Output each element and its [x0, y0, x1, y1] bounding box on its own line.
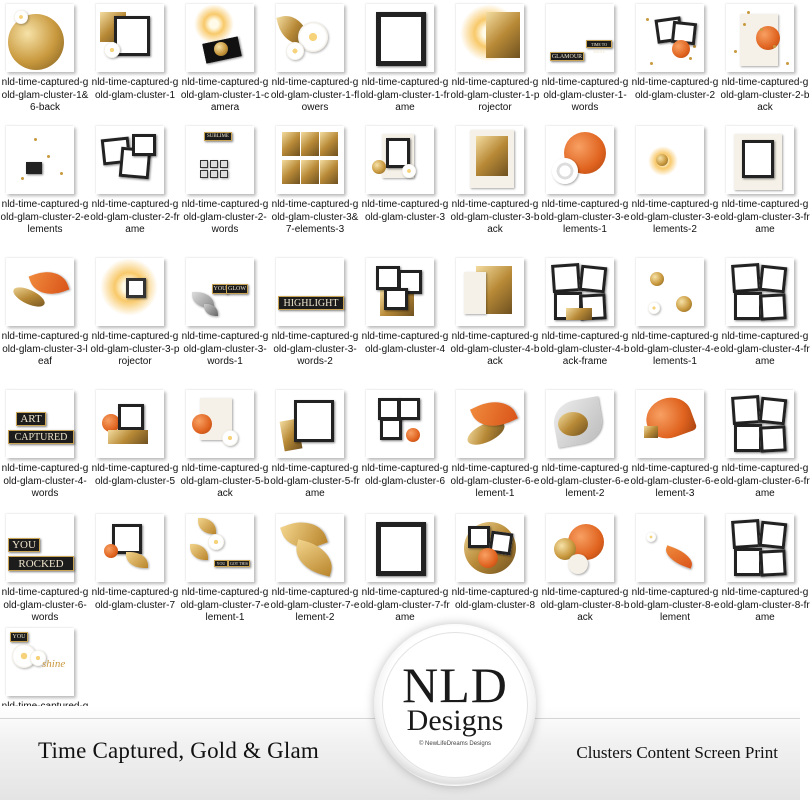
bulb: [656, 154, 668, 166]
file-tile[interactable]: [630, 386, 720, 499]
flower-art: [402, 164, 416, 178]
photo-frame: [759, 521, 788, 550]
word-art-tag: YOU: [10, 632, 28, 642]
file-tile[interactable]: [540, 510, 630, 623]
orange-disc: [672, 40, 690, 58]
photo-frame: [384, 288, 408, 310]
word-art-tag: GOT THIS: [228, 560, 250, 567]
file-name-label: nld-time-captured-gold-glam-cluster-3-words-1: [181, 331, 269, 367]
file-tile[interactable]: [270, 122, 360, 235]
brand-logo-text: NLD: [402, 657, 508, 713]
letter-tile: [200, 160, 208, 168]
file-name-label: nld-time-captured-gold-glam-cluster-2-back: [720, 77, 810, 113]
flower-art: [14, 10, 28, 24]
file-tile[interactable]: [630, 122, 720, 235]
photo-frame: [118, 404, 144, 430]
cluster-thumbnail[interactable]: [96, 390, 164, 458]
elements-thumbnail[interactable]: [636, 514, 704, 582]
gold-leaf: [291, 539, 337, 576]
words-thumbnail[interactable]: [186, 258, 254, 326]
flower-art: [222, 430, 238, 446]
file-tile[interactable]: [0, 0, 90, 113]
leaf-art: [204, 304, 218, 316]
file-name-label: nld-time-captured-gold-glam-cluster-3-leaf: [1, 331, 89, 367]
photo-frame: [731, 519, 761, 549]
file-name-label: nld-time-captured-gold-glam-cluster-3-elements-1: [540, 199, 630, 235]
file-tile[interactable]: [90, 386, 180, 496]
photo-frame: [759, 293, 786, 320]
gold-tile: [301, 160, 319, 184]
gold-paper: [486, 12, 520, 58]
letter-tile: [220, 170, 228, 178]
orange-leaf: [663, 545, 696, 568]
photo-frame: [380, 418, 402, 440]
words-thumbnail[interactable]: [6, 390, 74, 458]
file-tile[interactable]: [0, 386, 90, 499]
pearl-disc: [568, 554, 588, 574]
file-tile[interactable]: [180, 510, 270, 623]
file-tile[interactable]: [360, 254, 450, 364]
gold-tile: [282, 132, 300, 156]
word-art-tag: YOU: [213, 286, 227, 292]
frame-thumbnail[interactable]: [366, 514, 434, 582]
file-name-label: nld-time-captured-gold-glam-cluster-4-back: [450, 331, 540, 367]
words-thumbnail[interactable]: [186, 126, 254, 194]
elements-thumbnail[interactable]: [186, 514, 254, 582]
gold-paper: [108, 430, 148, 444]
frame-thumbnail[interactable]: [726, 126, 794, 194]
word-art-tag: GLAMOUR: [551, 54, 583, 60]
file-name-label: nld-time-captured-gold-glam-cluster-1-projector: [450, 77, 540, 113]
letter-tile: [220, 160, 228, 168]
words-thumbnail[interactable]: [6, 628, 74, 696]
file-name-label: nld-time-captured-gold-glam-cluster-8-back: [540, 587, 630, 623]
photo-frame: [742, 140, 774, 178]
file-name-label: nld-time-captured-gold-glam-cluster-4-words: [1, 463, 89, 499]
photo-frame: [759, 265, 788, 294]
file-name-label: nld-time-captured-gold-glam-cluster-3-projector: [90, 331, 180, 367]
pearl-disc: [552, 158, 578, 184]
letter-tile: [200, 170, 208, 178]
frame-thumbnail[interactable]: [96, 126, 164, 194]
confetti-dot: [760, 28, 763, 31]
file-tile[interactable]: [90, 122, 180, 235]
file-tile[interactable]: [720, 122, 810, 235]
photo-frame: [551, 263, 581, 293]
flowers-thumbnail[interactable]: [276, 4, 344, 72]
file-tile[interactable]: [720, 254, 810, 367]
confetti-dot: [21, 177, 24, 180]
file-tile[interactable]: [90, 0, 180, 110]
gold-leaf: [198, 518, 216, 534]
file-tile[interactable]: [0, 254, 90, 367]
file-tile[interactable]: [450, 510, 540, 620]
photo-frame: [731, 395, 761, 425]
file-tile[interactable]: [360, 510, 450, 623]
file-name-label: nld-time-captured-gold-glam-cluster-8-element: [630, 587, 720, 623]
file-tile[interactable]: [90, 510, 180, 620]
file-name-label: nld-time-captured-gold-glam-cluster-3-elements-2: [630, 199, 720, 235]
file-tile[interactable]: [270, 0, 360, 113]
photo-frame: [579, 265, 608, 294]
gold-bead: [650, 272, 664, 286]
file-tile[interactable]: [270, 254, 360, 367]
gold-tile: [320, 160, 338, 184]
flower-art: [104, 42, 120, 58]
file-tile[interactable]: [720, 510, 810, 623]
umbrella-thumbnail[interactable]: [636, 390, 704, 458]
projector-thumbnail[interactable]: [456, 4, 524, 72]
file-name-label: nld-time-captured-gold-glam-cluster-1: [91, 77, 179, 101]
confetti-dot: [786, 62, 789, 65]
gold-paper: [476, 136, 508, 176]
file-name-label: nld-time-captured-gold-glam-cluster-4-elements-1: [630, 331, 720, 367]
file-name-label: nld-time-captured-gold-glam-cluster-6-element-1: [450, 463, 540, 499]
cluster-back-thumbnail[interactable]: [546, 514, 614, 582]
word-art-tag: TIME TO SHINE: [586, 40, 612, 48]
confetti-dot: [773, 45, 776, 48]
word-art-tag: SUBLIME: [204, 132, 232, 141]
leaf-thumbnail[interactable]: [276, 514, 344, 582]
gold-accent: [644, 426, 658, 438]
orange-disc: [104, 544, 118, 558]
confetti-dot: [60, 172, 63, 175]
confetti-dot: [693, 45, 696, 48]
file-tile[interactable]: [180, 0, 270, 113]
photo-frame: [731, 263, 761, 293]
file-tile[interactable]: [450, 0, 540, 113]
confetti-dot: [747, 11, 750, 14]
file-name-label: nld-time-captured-gold-glam-cluster-2-words: [181, 199, 269, 235]
file-name-label: nld-time-captured-gold-glam-cluster-3&7-elements-3: [271, 199, 359, 235]
file-name-label: nld-time-captured-gold-glam-cluster-6: [361, 463, 449, 487]
file-name-label: nld-time-captured-gold-glam-cluster-1-words: [541, 77, 629, 113]
elements-thumbnail[interactable]: [636, 258, 704, 326]
file-tile[interactable]: [360, 0, 450, 113]
file-name-label: nld-time-captured-gold-glam-cluster-1-camera: [180, 77, 270, 113]
photo-frame: [378, 398, 400, 420]
word-art-tag: HIGHLIGHT: [278, 296, 344, 310]
frame-thumbnail[interactable]: [726, 390, 794, 458]
cluster-thumbnail[interactable]: [96, 514, 164, 582]
leaf-thumbnail[interactable]: [6, 258, 74, 326]
photo-frame: [734, 548, 762, 576]
brand-badge: [374, 624, 536, 786]
cluster-thumbnail[interactable]: [636, 4, 704, 72]
file-name-label: nld-time-captured-gold-glam-cluster-7: [91, 587, 179, 611]
flower-art: [646, 532, 656, 542]
file-tile[interactable]: [180, 254, 270, 367]
frame-thumbnail[interactable]: [366, 4, 434, 72]
word-art-tag: GLOW: [228, 286, 246, 292]
elements-thumbnail[interactable]: [6, 126, 74, 194]
file-name-label: nld-time-captured-gold-glam-cluster-2-frame: [90, 199, 180, 235]
file-name-label: nld-time-captured-gold-glam-cluster-8-frame: [720, 587, 810, 623]
word-art-script: shine: [42, 658, 66, 670]
flower-art: [648, 302, 660, 314]
letter-tile: [210, 170, 218, 178]
cluster-back-thumbnail[interactable]: [456, 126, 524, 194]
cluster-back-thumbnail[interactable]: [726, 4, 794, 72]
orange-disc: [406, 428, 420, 442]
gold-leaf: [190, 544, 208, 560]
cluster-back-thumbnail[interactable]: [6, 4, 74, 72]
orange-disc: [478, 548, 498, 568]
file-name-label: nld-time-captured-gold-glam-cluster-3-frame: [720, 199, 810, 235]
gold-paper: [566, 308, 592, 320]
photo-frame: [294, 400, 334, 442]
cluster-thumbnail[interactable]: [96, 4, 164, 72]
file-tile[interactable]: [450, 254, 540, 367]
gold-tile: [320, 132, 338, 156]
photo-frame: [376, 266, 400, 290]
file-tile[interactable]: [360, 122, 450, 232]
confetti-dot: [743, 23, 746, 26]
flower-art: [286, 42, 304, 60]
gold-bead: [676, 296, 692, 312]
file-name-label: nld-time-captured-gold-glam-cluster-4-frame: [720, 331, 810, 367]
file-name-label: nld-time-captured-gold-glam-cluster-4: [361, 331, 449, 355]
file-name-label: nld-time-captured-gold-glam-cluster-5-frame: [270, 463, 360, 499]
photo-frame: [376, 12, 426, 66]
words-thumbnail[interactable]: [6, 514, 74, 582]
file-tile[interactable]: [540, 254, 630, 367]
file-tile[interactable]: [0, 510, 90, 623]
frame-thumbnail[interactable]: [546, 258, 614, 326]
photo-frame: [734, 424, 762, 452]
cluster-thumbnail[interactable]: [456, 514, 524, 582]
file-name-label: nld-time-captured-gold-glam-cluster-7-frame: [360, 587, 450, 623]
file-tile[interactable]: [90, 254, 180, 367]
file-name-label: nld-time-captured-gold-glam-cluster-3-back: [450, 199, 540, 235]
frame-thumbnail[interactable]: [726, 514, 794, 582]
file-tile[interactable]: [360, 386, 450, 496]
photo-frame: [759, 397, 788, 426]
screen-print-label: Clusters Content Screen Print: [576, 743, 778, 762]
elements-thumbnail[interactable]: [276, 126, 344, 194]
gold-glitter: [558, 412, 588, 436]
confetti-dot: [646, 18, 649, 21]
file-tile[interactable]: [720, 0, 810, 113]
projector-body: [126, 278, 146, 298]
confetti-dot: [47, 155, 50, 158]
projector-thumbnail[interactable]: [96, 258, 164, 326]
photo-frame: [734, 292, 762, 320]
photo-frame: [376, 522, 426, 576]
word-art-tag: YOU: [214, 560, 228, 567]
brand-logo-subtitle: Designs: [406, 704, 504, 737]
file-tile[interactable]: [450, 122, 540, 235]
file-name-label: nld-time-captured-gold-glam-cluster-6-element-2: [540, 463, 630, 499]
elements-thumbnail[interactable]: [546, 126, 614, 194]
word-art-tag: CAPTURED: [8, 430, 74, 444]
confetti-dot: [650, 62, 653, 65]
file-tile[interactable]: [540, 122, 630, 235]
cluster-thumbnail[interactable]: [366, 390, 434, 458]
camera-mini: [26, 162, 42, 174]
confetti-dot: [734, 50, 737, 53]
file-tile[interactable]: [450, 386, 540, 499]
cluster-thumbnail[interactable]: [366, 126, 434, 194]
file-name-label: nld-time-captured-gold-glam-cluster-2: [631, 77, 719, 101]
photo-frame: [759, 425, 786, 452]
file-name-label: nld-time-captured-gold-glam-cluster-2-elements: [0, 199, 90, 235]
file-tile[interactable]: [540, 0, 630, 113]
file-name-label: nld-time-captured-gold-glam-cluster-7-element-2: [270, 587, 360, 623]
file-tile[interactable]: [180, 386, 270, 499]
word-art-tag: ROCKED: [8, 556, 74, 571]
kit-title: Time Captured, Gold & Glam: [38, 738, 319, 763]
file-name-label: nld-time-captured-gold-glam-cluster-5-back: [180, 463, 270, 499]
file-name-label: nld-time-captured-gold-glam-cluster-6-element-3: [630, 463, 720, 499]
photo-frame: [132, 134, 156, 156]
leaf-thumbnail[interactable]: [456, 390, 524, 458]
camera-thumbnail[interactable]: [186, 4, 254, 72]
photo-frame: [398, 398, 420, 420]
file-tile[interactable]: [180, 122, 270, 235]
file-tile[interactable]: [540, 386, 630, 499]
brand-copyright: © NewLifeDreams Designs: [418, 741, 492, 747]
gold-leaf: [126, 552, 148, 568]
camera-lens: [214, 42, 228, 56]
word-art-tag: ART: [16, 412, 46, 426]
flower-art: [208, 534, 224, 550]
file-name-label: nld-time-captured-gold-glam-cluster-1-frame: [360, 77, 450, 113]
file-name-label: nld-time-captured-gold-glam-cluster-7-element-1: [180, 587, 270, 623]
file-tile[interactable]: [270, 510, 360, 623]
file-tile[interactable]: [630, 510, 720, 623]
file-tile[interactable]: [0, 122, 90, 235]
file-name-label: nld-time-captured-gold-glam-cluster-1-flowers: [270, 77, 360, 113]
file-tile[interactable]: [630, 0, 720, 110]
file-tile[interactable]: [720, 386, 810, 499]
word-art-tag: YOU: [8, 538, 40, 552]
file-name-label: nld-time-captured-gold-glam-cluster-6-words: [1, 587, 89, 623]
gold-tile: [301, 132, 319, 156]
photo-frame: [759, 549, 786, 576]
elements-thumbnail[interactable]: [636, 126, 704, 194]
file-name-label: nld-time-captured-gold-glam-cluster-4-back-frame: [540, 331, 630, 367]
cluster-back-thumbnail[interactable]: [186, 390, 254, 458]
photo-frame: [468, 526, 490, 548]
orange-disc: [192, 414, 212, 434]
file-name-label: nld-time-captured-gold-glam-cluster-3: [361, 199, 449, 223]
file-name-label: nld-time-captured-gold-glam-cluster-8: [451, 587, 539, 611]
words-thumbnail[interactable]: [546, 4, 614, 72]
cluster-back-thumbnail[interactable]: [456, 258, 524, 326]
file-tile[interactable]: [270, 386, 360, 499]
file-name-label: nld-time-captured-gold-glam-cluster-1&6-back: [1, 77, 89, 113]
confetti-dot: [34, 138, 37, 141]
leaf-thumbnail[interactable]: [546, 390, 614, 458]
file-name-label: nld-time-captured-gold-glam-cluster-6-frame: [720, 463, 810, 499]
confetti-dot: [689, 57, 692, 60]
cluster-thumbnail[interactable]: [366, 258, 434, 326]
letter-tile: [210, 160, 218, 168]
paper-layer: [464, 272, 486, 314]
frame-thumbnail[interactable]: [276, 390, 344, 458]
words-thumbnail[interactable]: [276, 258, 344, 326]
gold-tile: [282, 160, 300, 184]
file-name-label: nld-time-captured-gold-glam-cluster-3-words-2: [271, 331, 359, 367]
frame-thumbnail[interactable]: [726, 258, 794, 326]
file-tile[interactable]: [630, 254, 720, 367]
file-name-label: nld-time-captured-gold-glam-cluster-5: [91, 463, 179, 487]
gold-bead: [372, 160, 386, 174]
